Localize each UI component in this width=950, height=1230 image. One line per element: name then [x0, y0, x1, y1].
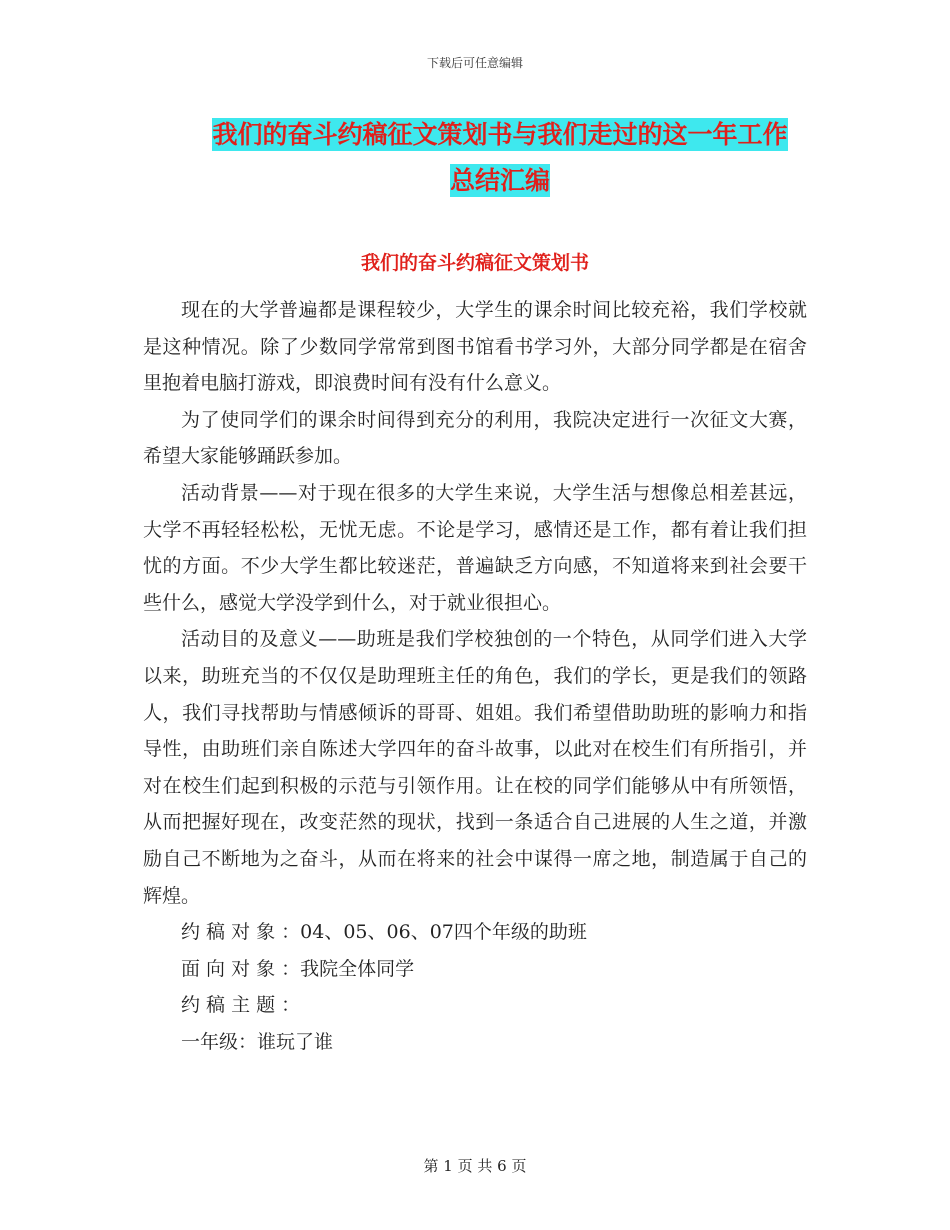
paragraph-significance: 活动目的及意义——助班是我们学校独创的一个特色，从同学们进入大学以来，助班充当的不仅仅是助理班主任的角色，我们的学长，更是我们的领路人，我们寻找帮助与情感倾诉的哥哥、姐姐。我们希望借助助班的影响力和指导性，由助班们亲自陈述大学四年的奋斗故事，以此对在校生们有所指引，并对在校生们起到积极的示范与引领作用。让在校的同学们能够从中有所领悟，从而把握好现在，改变茫然的现状，找到一条适合自己进展的人生之道，并激励自己不断地为之奋斗，从而在将来的社会中谋得一席之地，制造属于自己的辉煌。 [143, 628, 807, 907]
field-theme: 约 稿 主 题 ： [181, 994, 301, 1017]
paragraph-background: 活动背景——对于现在很多的大学生来说，大学生活与想像总相差甚远，大学不再轻轻松松，无忧无虑。不论是学习，感情还是工作，都有着让我们担忧的方面。不少大学生都比较迷茫，普遍缺乏方向感，不知道将来到社会要干些什么，感觉大学没学到什么，对于就业很担心。 [143, 481, 807, 614]
document-body [143, 292, 807, 1060]
paragraph-purpose: 为了使同学们的课余时间得到充分的利用，我院决定进行一次征文大赛，希望大家能够踊跃参加。 [143, 408, 807, 468]
document-title-line-1: 我们的奋斗约稿征文策划书与我们走过的这一年工作 [212, 120, 788, 149]
field-audience: 约 稿 对 象 ：04、05、06、07四个年级的助班 [181, 921, 587, 944]
paragraph-intro: 现在的大学普遍都是课程较少，大学生的课余时间比较充裕，我们学校就是这种情况。除了少数同学常常到图书馆看书学习外，大部分同学都是在宿舍里抱着电脑打游戏，即浪费时间有没有什么意义。 [143, 299, 807, 395]
section-title: 我们的奋斗约稿征文策划书 [360, 252, 589, 274]
page-number: 第 1 页 共 6 页 [423, 1157, 527, 1175]
document-title-line-2: 总结汇编 [449, 166, 550, 195]
field-grade-one: 一年级：谁玩了谁 [181, 1030, 334, 1053]
document-title [190, 112, 810, 204]
download-note: 下载后可任意编辑 [426, 56, 523, 70]
field-target: 面 向 对 象 ：我院全体同学 [181, 957, 415, 980]
